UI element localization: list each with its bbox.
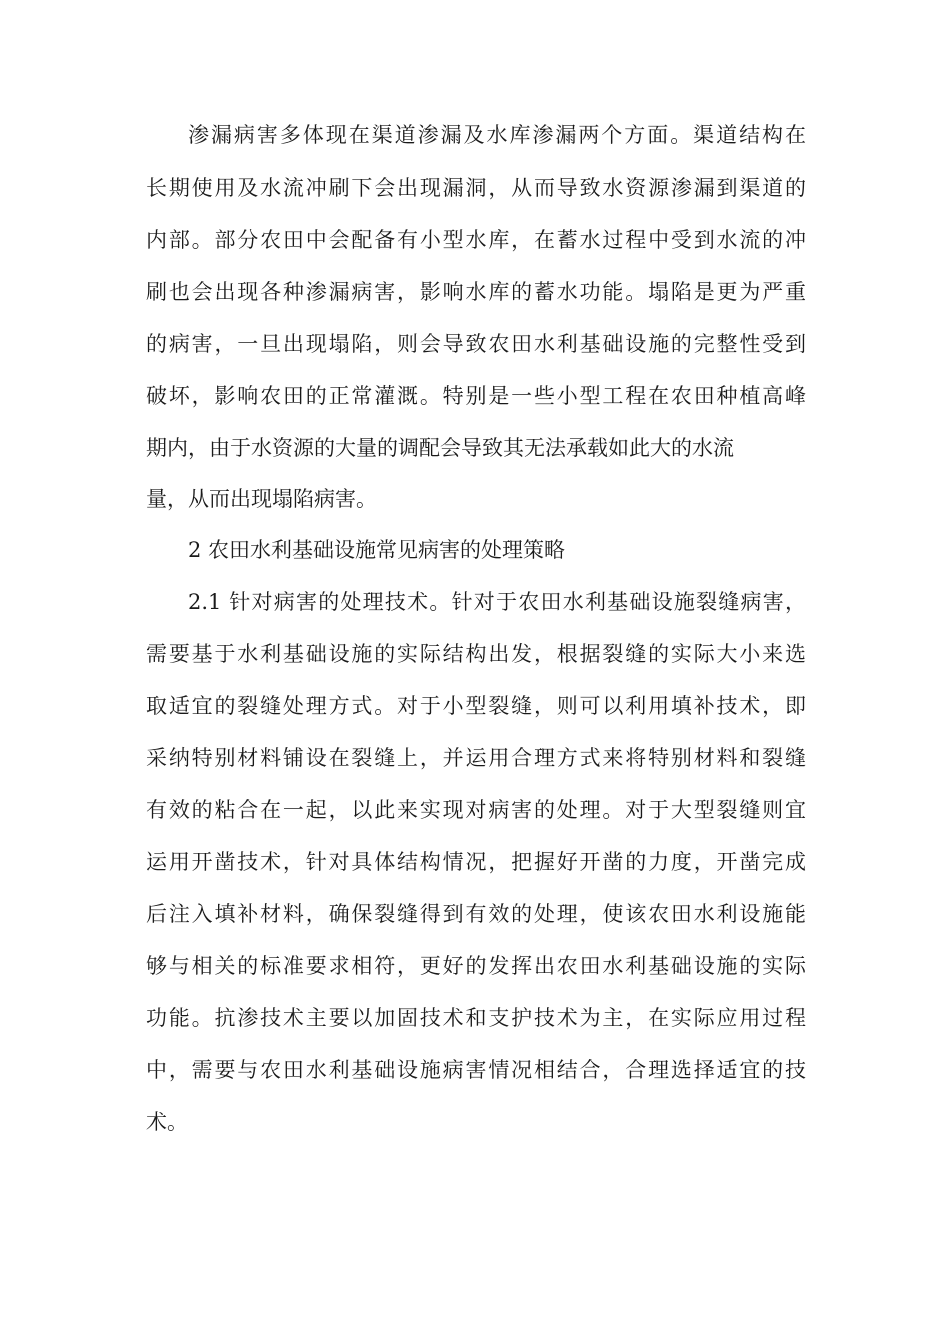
text-line: 术。 xyxy=(146,1110,188,1134)
text-line: 的病害，一旦出现塌陷，则会导致农田水利基础设施的完整性受到 xyxy=(146,332,806,356)
text-line: 量，从而出现塌陷病害。 xyxy=(146,487,377,511)
text-line: 破坏，影响农田的正常灌溉。特别是一些小型工程在农田种植高峰 xyxy=(146,384,806,408)
text-line: 运用开凿技术，针对具体结构情况，把握好开凿的力度，开凿完成 xyxy=(146,850,806,874)
text-line: 取适宜的裂缝处理方式。对于小型裂缝，则可以利用填补技术，即 xyxy=(146,694,806,718)
text-line: 够与相关的标准要求相符，更好的发挥出农田水利基础设施的实际 xyxy=(146,954,806,978)
text-line: 2.1 针对病害的处理技术。针对于农田水利基础设施裂缝病害， xyxy=(188,590,806,614)
text-line: 有效的粘合在一起，以此来实现对病害的处理。对于大型裂缝则宜 xyxy=(146,798,806,822)
text-line: 功能。抗渗技术主要以加固技术和支护技术为主，在实际应用过程 xyxy=(146,1006,806,1030)
text-line: 需要基于水利基础设施的实际结构出发，根据裂缝的实际大小来选 xyxy=(146,642,806,666)
text-line: 渗漏病害多体现在渠道渗漏及水库渗漏两个方面。渠道结构在 xyxy=(188,123,806,147)
text-line: 采纳特别材料铺设在裂缝上，并运用合理方式来将特别材料和裂缝 xyxy=(146,746,806,770)
text-line: 刷也会出现各种渗漏病害，影响水库的蓄水功能。塌陷是更为严重 xyxy=(146,280,806,304)
text-line: 期内，由于水资源的大量的调配会导致其无法承载如此大的水流 xyxy=(146,436,734,460)
text-line: 长期使用及水流冲刷下会出现漏洞，从而导致水资源渗漏到渠道的 xyxy=(146,176,806,200)
text-line: 后注入填补材料，确保裂缝得到有效的处理，使该农田水利设施能 xyxy=(146,902,806,926)
text-line: 中，需要与农田水利基础设施病害情况相结合，合理选择适宜的技 xyxy=(146,1058,806,1082)
text-line: 内部。部分农田中会配备有小型水库，在蓄水过程中受到水流的冲 xyxy=(146,228,806,252)
section-heading: 2 农田水利基础设施常见病害的处理策略 xyxy=(188,538,566,562)
